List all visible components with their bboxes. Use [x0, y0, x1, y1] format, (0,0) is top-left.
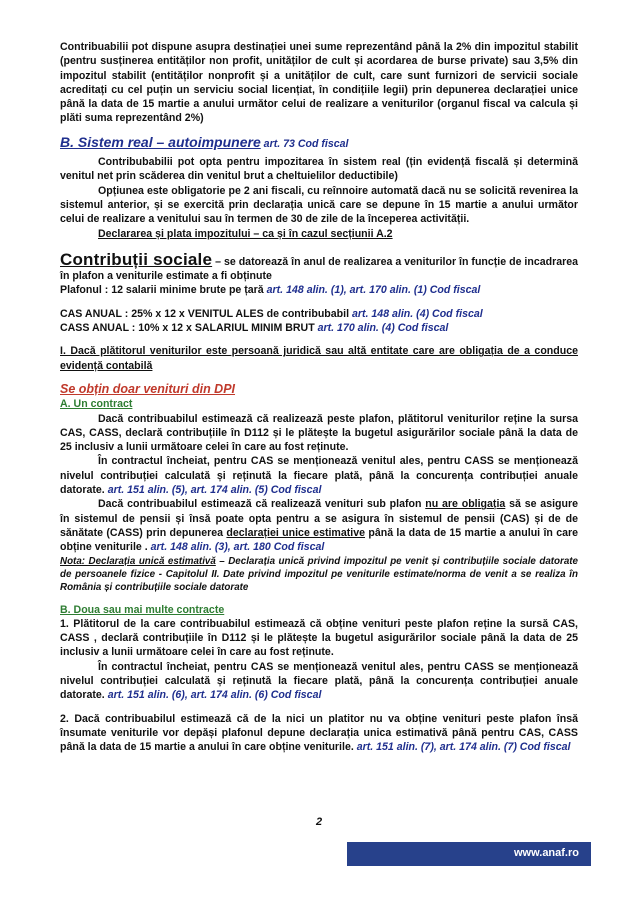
cass-text: CASS ANUAL : 10% x 12 x SALARIUL MINIM BRUT — [60, 322, 318, 335]
contributii-title: Contribuții sociale — [60, 249, 213, 269]
cass-ref: art. 170 alin. (4) Cod fiscal — [317, 322, 449, 335]
dpi-a-p3-underline: nu are obligația — [425, 498, 506, 511]
dpi-a-paragraph-3 — [60, 497, 578, 554]
dpi-b-paragraph-2 — [60, 660, 578, 703]
dpi-b-paragraph-1: 1. Plătitorul de la care contribuabilul estimează că obține venituri peste plafon reține la sursă CAS, CASS , declară contribuțiile în D112 și le plătește la bugetul asigurărilor sociale până la data de 25 inclusiv a lunii următoare celei în care au fost reținute. — [60, 617, 578, 659]
dpi-a-p3-underline-2: declarației unice estimative — [226, 526, 366, 539]
dpi-b-paragraph-2-ref: art. 151 alin. (6), art. 174 alin. (6) Cod fiscal — [107, 689, 322, 702]
cas-text: CAS ANUAL : 25% x 12 x VENITUL ALES de contribubabil — [60, 307, 352, 320]
footer-url[interactable]: www.anaf.ro — [514, 847, 579, 859]
dpi-a-p3-end: până la data de 15 martie a anului în care obține veniturile . — [60, 526, 578, 554]
dpi-a-paragraph-2-ref: art. 151 alin. (5), art. 174 alin. (5) Cod fiscal — [107, 484, 322, 497]
dpi-a-paragraph-2-text: În contractul încheiat, pentru CAS se menționează venitul ales, pentru CASS se menționează nivelul contribuției calculată și reținută la fiecare plată, până la concurența contribuției anuale datorate. — [60, 455, 578, 497]
intro-paragraph: Contribuabilii pot dispune asupra destinației unei sume reprezentând până la 2% din impozitul stabilit (pentru susținerea entităților non profit, unităților de cult și acordarea de burse private) sau 3,5% din impozitul stabilit (entităților nonprofit și a unităților de cult, care sunt furnizori de servicii sociale acreditați cu cel puțin un serviciu social licențiat, în condițiile legii) prin depunerea declarației unice până la data de 15 martie a anului următor celui de realizare a veniturilor (organul fiscal va calcula și plăti suma reprezentând 2%) — [60, 41, 578, 125]
section-b-declarare: Declararea și plata impozitului – ca și în cazul secțiunii A.2 — [98, 227, 393, 240]
nota-text: – Declarația unică privind impozitul pe venit și contribuțiile sociale datorate de persoanele fizice - Capitolul II. Date privind impozitul pe veniturile estimate/norma de venit a se realiza în România și contribuțiile sociale datorate — [60, 555, 578, 593]
dpi-a-paragraph-2 — [60, 454, 578, 497]
dpi-a-paragraph-1: Dacă contribuabilul estimează că realizează peste plafon, plătitorul veniturilor reține la sursa CAS, CASS, declară contribuțiile în D112 și le plătește la bugetul asigurărilor sociale până la data de 25 inclusiv a lunii următoare celei în care au fost reținute. — [60, 412, 578, 454]
dpi-a-heading — [60, 397, 578, 411]
contributii-intro-text: se datorează în anul de realizarea a veniturilor în funcție de incadrarea în plafon a veniturile estimate a fi obținute — [60, 255, 579, 283]
dpi-b-paragraph-3 — [60, 712, 578, 755]
dpi-heading-text: Se obțin doar venituri din DPI — [60, 381, 236, 396]
dpi-b-paragraph-3-text: 2. Dacă contribuabilul estimează că de la nici un platitor nu va obține venituri peste plafon însă însumate veniturile vor depăși plafonul depune declarația unica estimativă până pentru CAS, CASS până la data de 15 martie a anului în care obține veniturile. — [60, 712, 578, 754]
section-b-ref: art. 73 Cod fiscal — [260, 137, 349, 150]
cass-line — [60, 321, 578, 335]
cas-line — [60, 307, 578, 321]
nota-label: Nota: Declarația unică estimativă — [60, 555, 216, 567]
cas-ref: art. 148 alin. (4) Cod fiscal — [351, 307, 483, 320]
plafon-line — [60, 283, 578, 297]
section-i-heading — [60, 344, 578, 373]
dpi-a-p3-mid: să se asigure în sistemul de pensii și însă poate opta pentru a se asigura în sistemul de pensii (CAS) și de de sănătate (CASS) prin depunerea — [60, 498, 578, 539]
contributii-dash: – — [212, 255, 224, 268]
section-b-title: B. Sistem real – autoimpunere — [60, 133, 261, 150]
section-b-paragraph-2: Opțiunea este obligatorie pe 2 ani fiscali, cu reînnoire automată dacă nu se solicită revenirea la sistemul anterior, și se exercită prin declarația unică care se depune în 15 martie a anului următor celui de realizare a venitului sau în termen de 30 de zile de la începerea activității. — [60, 184, 578, 226]
footer-bar — [347, 842, 591, 866]
section-b-heading — [60, 135, 578, 151]
plafon-text: Plafonul : 12 salarii minime brute pe țară — [60, 284, 267, 297]
document-content — [60, 40, 578, 754]
section-b-paragraph-3 — [60, 227, 578, 241]
section-b-paragraph-1: Contribubabilii pot opta pentru impozitarea în sistem real (țin evidență fiscală și determină venitul net prin scăderea din venitul brut a cheltuielilor deductibile) — [60, 156, 578, 183]
section-i-text: I. Dacă plătitorul veniturilor este persoană juridică sau altă entitate care are obligația de a conduce evidență contabilă — [60, 345, 578, 372]
page-number: 2 — [315, 816, 323, 828]
dpi-a-heading-text: A. Un contract — [60, 398, 133, 411]
dpi-heading — [60, 382, 578, 397]
dpi-b-heading — [60, 603, 578, 617]
dpi-a-p3-ref: art. 148 alin. (3), art. 180 Cod fiscal — [150, 541, 325, 554]
dpi-a-p3-start: Dacă contribuabilul estimează că realizează venituri sub plafon — [98, 498, 426, 511]
dpi-b-heading-text: B. Doua sau mai multe contracte — [60, 603, 225, 616]
contributii-intro — [60, 249, 579, 284]
dpi-b-paragraph-2-text: În contractul încheiat, pentru CAS se menționează venitul ales, pentru CASS se menționează nivelul contribuției calculată și reținută la fiecare plată, până la concurența contribuției anuale datorate. — [60, 660, 578, 702]
nota-paragraph — [60, 555, 578, 594]
dpi-b-paragraph-3-ref: art. 151 alin. (7), art. 174 alin. (7) Cod fiscal — [356, 741, 571, 754]
plafon-ref: art. 148 alin. (1), art. 170 alin. (1) Cod fiscal — [266, 284, 481, 297]
